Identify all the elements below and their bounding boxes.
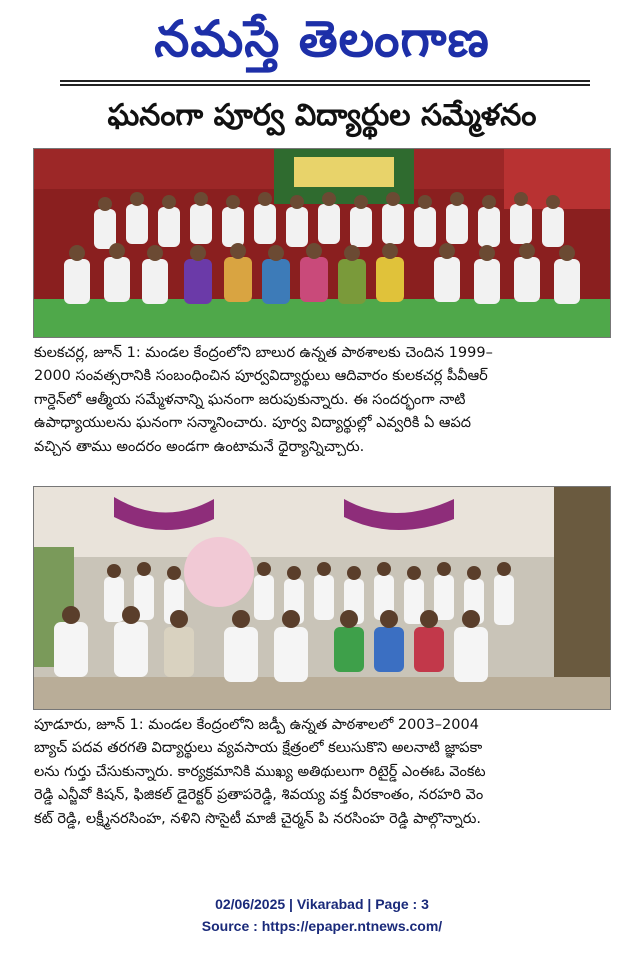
story1-line-2: 2000 సంవత్సరానికి సంబంధించిన పూర్వవిద్యార్థులు ఆదివారం కులకచర్ల పీవీఆర్ [34,368,488,385]
footer-dateline: 02/06/2025 | Vikarabad | Page : 3 [215,896,429,912]
story1-line-5: వచ్చిన తాము అందరం అండగా ఉంటామనే ధైర్యాన్నిచ్చారు. [34,438,365,455]
footer-source-link[interactable]: Source : https://epaper.ntnews.com/ [201,918,443,934]
masthead-rule-top [60,80,590,82]
story2-line-5: కట్ రెడ్డి, లక్ష్మీనరసింహ, నళిని సొసైటీ మాజీ చైర్మన్ పి నరసింహ రెడ్డి పాల్గొన్నారు. [34,810,481,827]
story1-line-3: గార్డెన్‌లో ఆత్మీయ సమ్మేళనాన్ని ఘనంగా జరుపుకున్నారు. ఈ సందర్భంగా నాటి [34,391,466,408]
masthead-title: నమస్తే తెలంగాణ [154,10,490,68]
story2-line-2: బ్యాచ్ పదవ తరగతి విద్యార్థులు వ్యవసాయ క్షేత్రంలో కలుసుకొని అలనాటి జ్ఞాపకా [34,740,483,757]
group-photo-1 [33,148,611,338]
story2-line-1: పూడూరు, జూన్ 1: మండల కేంద్రంలోని జడ్పీ ఉన్నత పాఠశాలలో 2003–2004 [34,717,479,733]
story1-line-4: ఉపాధ్యాయులను ఘనంగా సన్మానించారు. పూర్వ విద్యార్థుల్లో ఎవ్వరికి ఏ ఆపద [34,415,472,432]
story1-body [34,342,612,459]
masthead-rule-bottom [60,84,590,86]
story2-line-3: లను గుర్తు చేసుకున్నారు. కార్యక్రమానికి ముఖ్య అతిథులుగా రిటైర్డ్ ఎంఈఓ వెంకట [34,763,486,780]
story2-body [34,714,612,831]
article-headline: ఘనంగా పూర్వ విద్యార్థుల సమ్మేళనం [107,98,537,133]
story1-line-1: కులకచర్ల, జూన్ 1: మండల కేంద్రంలోని బాలుర ఉన్నత పాఠశాలకు చెందిన 1999– [34,345,493,361]
group-photo-2 [33,486,611,710]
story2-line-4: రెడ్డి ఎన్జీవో కిషన్, ఫిజికల్ డైరెక్టర్ ప్రతాపరెడ్డి, శివయ్య వక్త వీరకాంతం, నరహరి వెం [34,787,484,804]
